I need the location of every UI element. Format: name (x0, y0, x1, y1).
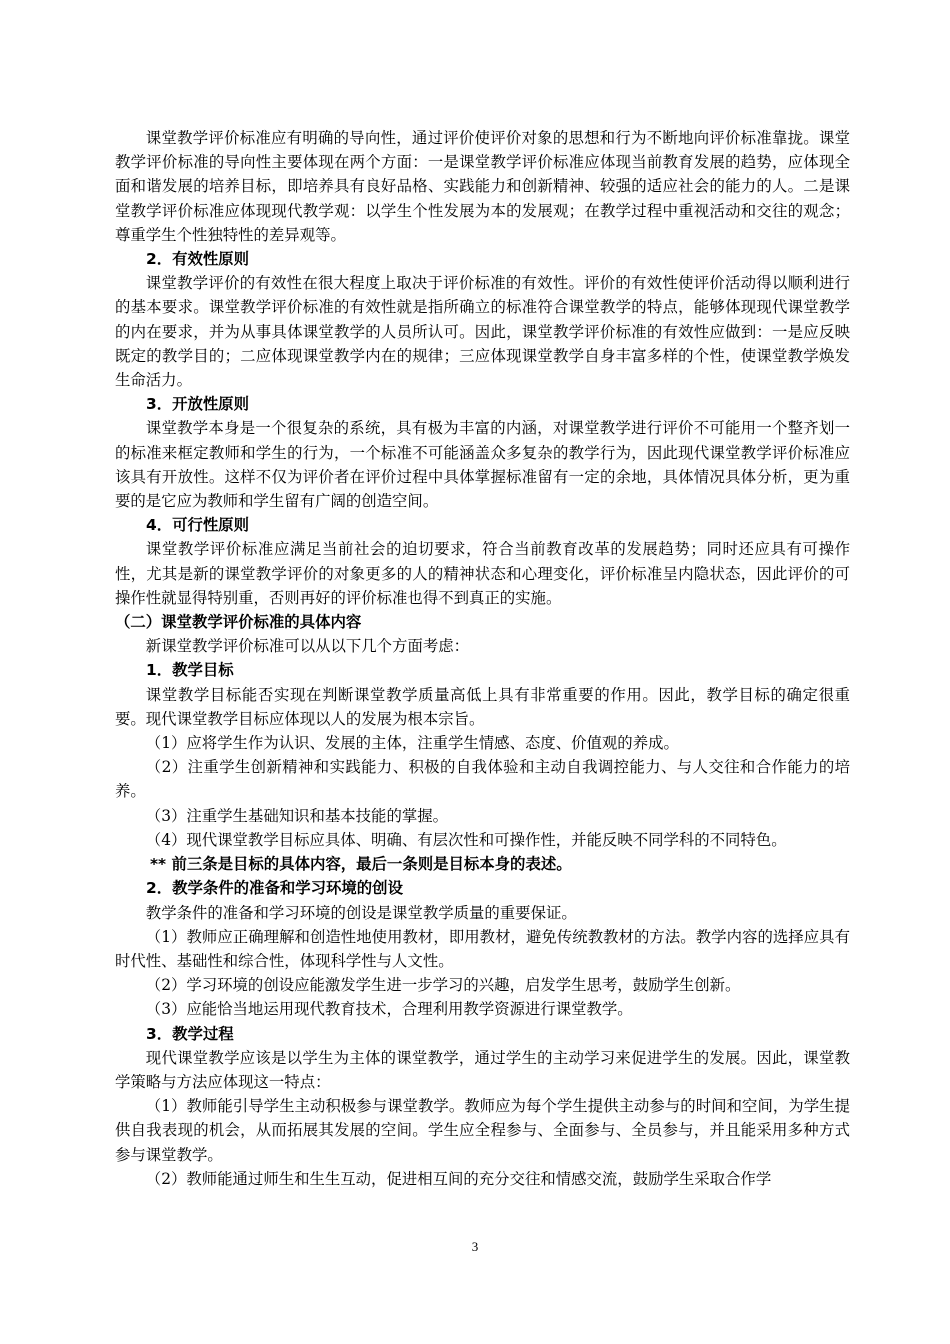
paragraph: 课堂教学评价标准应满足当前社会的迫切要求，符合当前教育改革的发展趋势；同时还应具有可操作性，尤其是新的课堂教学评价的对象更多的人的精神状态和心理变化，评价标准呈内隐状态，因此评价的可操作性就显得特别重，否则再好的评价标准也得不到真正的实施。 (115, 540, 850, 607)
paragraph: （3）应能恰当地运用现代教育技术，合理利用教学资源进行课堂教学。 (145, 1000, 633, 1019)
section-heading: 1．教学目标 (146, 661, 234, 680)
paragraph: 课堂教学本身是一个很复杂的系统，具有极为丰富的内涵，对课堂教学进行评价不可能用一个整齐划一的标准来框定教师和学生的行为，一个标准不可能涵盖众多复杂的教学行为，因此现代课堂教学评价标准应该具有开放性。这样不仅为评价者在评价过程中具体掌握标准留有一定的余地，具体情况具体分析，更为重要的是它应为教师和学生留有广阔的创造空间。 (115, 419, 850, 511)
paragraph: 现代课堂教学应该是以学生为主体的课堂教学，通过学生的主动学习来促进学生的发展。因此，课堂教学策略与方法应体现这一特点： (115, 1048, 850, 1091)
paragraph: （4）现代课堂教学目标应具体、明确、有层次性和可操作性，并能反映不同学科的不同特色。 (145, 830, 787, 849)
paragraph: （2）学习环境的创设应能激发学生进一步学习的兴趣，启发学生思考，鼓励学生创新。 (145, 976, 741, 995)
section-heading: 3．教学过程 (146, 1024, 234, 1043)
paragraph: 课堂教学评价的有效性在很大程度上取决于评价标准的有效性。评价的有效性使评价活动得以顺利进行的基本要求。课堂教学评价标准的有效性就是指所确立的标准符合课堂教学的特点，能够体现现代课堂教学的内在要求，并为从事具体课堂教学的人员所认可。因此，课堂教学评价标准的有效性应做到：一是应反映既定的教学目的；二应体现课堂教学内在的规律；三应体现课堂教学自身丰富多样的个性，使课堂教学焕发生命活力。 (115, 274, 850, 390)
paragraph: （1）教师应正确理解和创造性地使用教材，即用教材，避免传统教教材的方法。教学内容的选择应具有时代性、基础性和综合性，体现科学性与人文性。 (115, 927, 850, 970)
section-heading: 2．教学条件的准备和学习环境的创设 (146, 879, 403, 898)
section-heading: 3．开放性原则 (146, 395, 250, 414)
paragraph: （2）教师能通过师生和生生互动，促进相互间的充分交往和情感交流，鼓励学生采取合作学 (145, 1169, 772, 1188)
chapter-heading: （二）课堂教学评价标准的具体内容 (115, 613, 362, 632)
paragraph: （3）注重学生基础知识和基本技能的掌握。 (145, 806, 449, 825)
section-heading: 2．有效性原则 (146, 250, 250, 269)
paragraph: （1）教师能引导学生主动积极参与课堂教学。教师应为每个学生提供主动参与的时间和空间，为学生提供自我表现的机会，从而拓展其发展的空间。学生应全程参与、全面参与、全员参与，并且能采用多种方式参与课堂教学。 (115, 1097, 850, 1164)
paragraph: （2）注重学生创新精神和实践能力、积极的自我体验和主动自我调控能力、与人交往和合作能力的培养。 (115, 758, 850, 801)
note-heading: ** 前三条是目标的具体内容，最后一条则是目标本身的表述。 (150, 855, 572, 874)
paragraph: 课堂教学评价标准应有明确的导向性，通过评价使评价对象的思想和行为不断地向评价标准靠拢。课堂教学评价标准的导向性主要体现在两个方面：一是课堂教学评价标准应体现当前教育发展的趋势，应体现全面和谐发展的培养目标，即培养具有良好品格、实践能力和创新精神、较强的适应社会的能力的人。二是课堂教学评价标准应体现现代教学观：以学生个性发展为本的发展观；在教学过程中重视活动和交往的观念；尊重学生个性独特性的差异观等。 (115, 129, 850, 244)
paragraph: 课堂教学目标能否实现在判断课堂教学质量高低上具有非常重要的作用。因此，教学目标的确定很重要。现代课堂教学目标应体现以人的发展为根本宗旨。 (115, 685, 850, 728)
paragraph: 新课堂教学评价标准可以从以下几个方面考虑： (145, 637, 470, 656)
paragraph: （1）应将学生作为认识、发展的主体，注重学生情感、态度、价值观的养成。 (145, 734, 679, 753)
page-number: 3 (471, 1239, 479, 1254)
document-body (115, 126, 850, 1191)
section-heading: 4．可行性原则 (146, 516, 250, 535)
paragraph: 教学条件的准备和学习环境的创设是课堂教学质量的重要保证。 (145, 903, 577, 922)
